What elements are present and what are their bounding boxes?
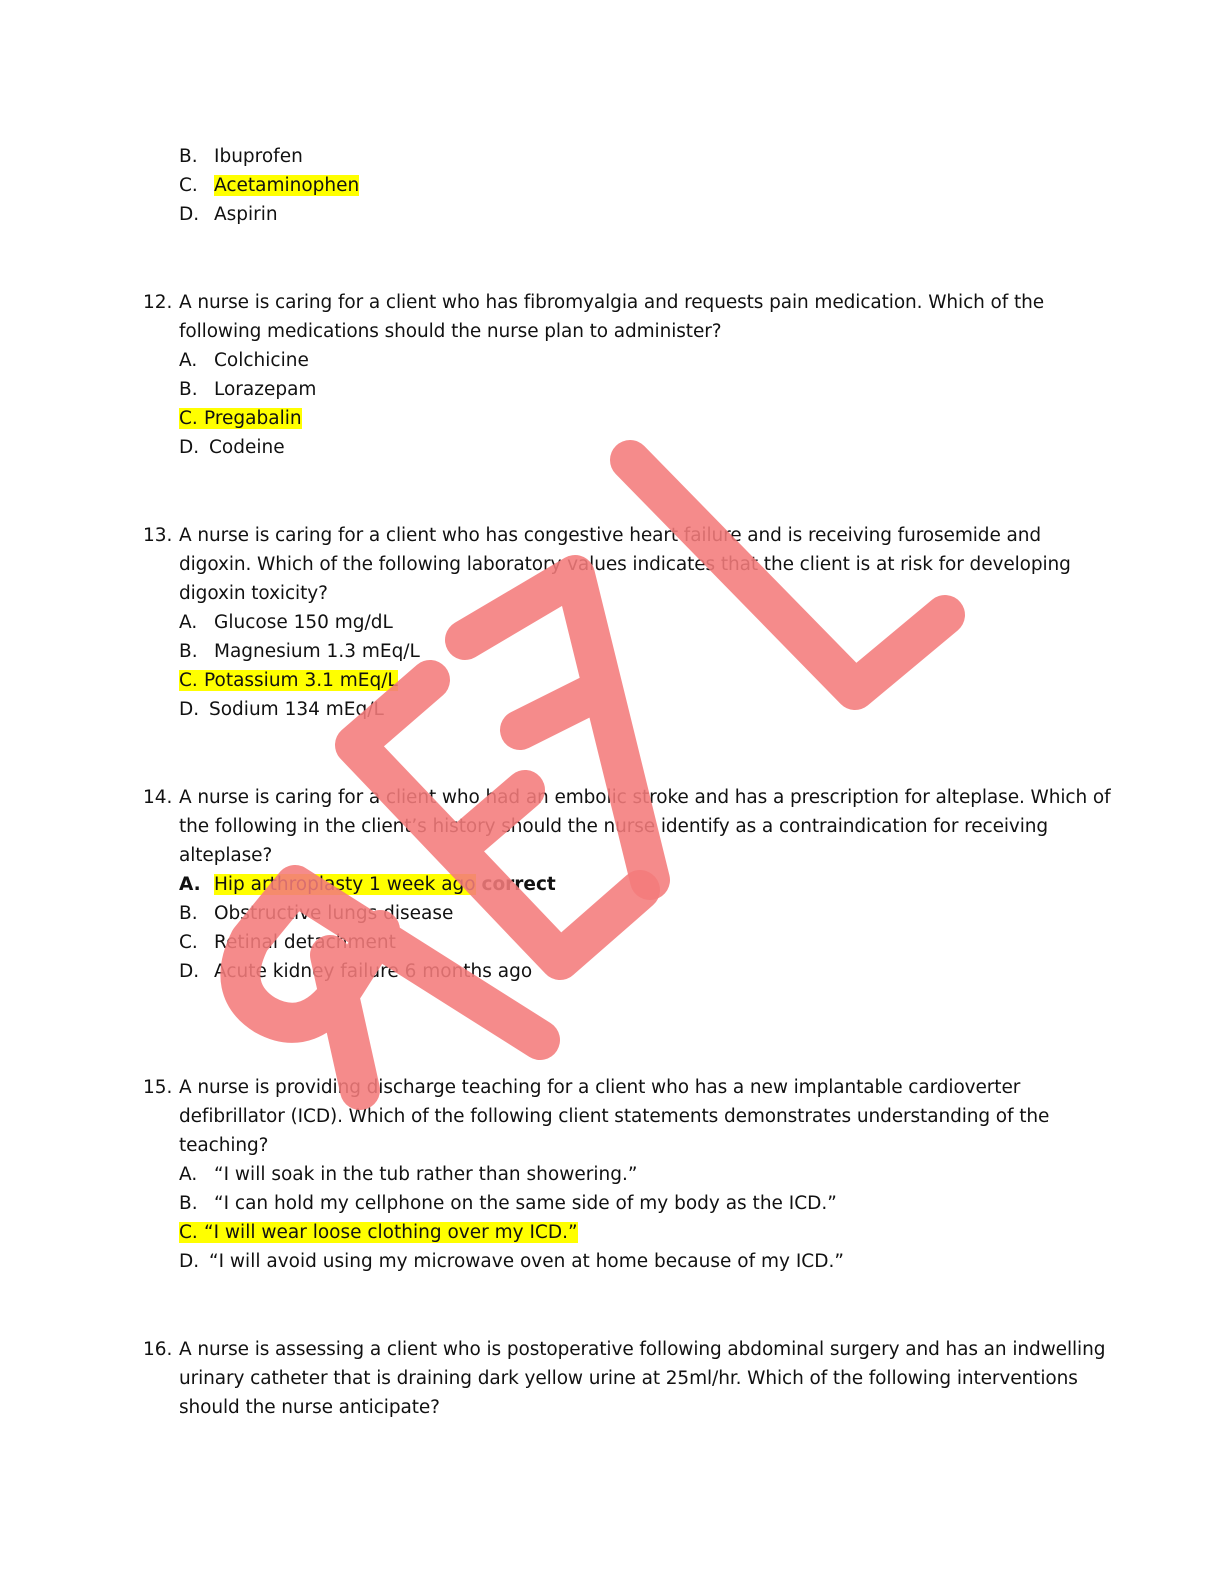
option-q14-b: B. Obstructive lungs disease [179, 903, 454, 924]
highlighted-answer: C. Pregabalin [179, 408, 302, 429]
question-13-line-1: A nurse is caring for a client who has congestive heart failure and is receiving furosemide and [179, 525, 1042, 546]
question-15-line-3: teaching? [179, 1135, 269, 1156]
question-14-line-3: alteplase? [179, 845, 273, 866]
option-q12-c [179, 407, 302, 431]
option-q12-a: A. Colchicine [179, 350, 309, 371]
option-q15-b: B. “I can hold my cellphone on the same side of my body as the ICD.” [179, 1193, 837, 1214]
question-number-15: 15. [143, 1077, 173, 1098]
option-q15-d: D. “I will avoid using my microwave oven at home because of my ICD.” [179, 1251, 844, 1272]
option-q13-d: D. Sodium 134 mEq/L [179, 699, 384, 720]
question-14-line-2: the following in the client’s history should the nurse identify as a contraindication for receiving [179, 816, 1049, 837]
question-number-16: 16. [143, 1339, 173, 1360]
option-q14-d: D. Acute kidney failure 6 months ago [179, 961, 533, 982]
question-15-line-2: defibrillator (ICD). Which of the following client statements demonstrates understanding of the [179, 1106, 1050, 1127]
option-q12-d: D. Codeine [179, 437, 285, 458]
question-number-14: 14. [143, 787, 173, 808]
question-16-line-2: urinary catheter that is draining dark yellow urine at 25ml/hr. Which of the following interventions [179, 1368, 1078, 1389]
option-q13-c [179, 669, 398, 693]
question-12-line-2: following medications should the nurse plan to administer? [179, 321, 722, 342]
question-number-12: 12. [143, 292, 173, 313]
option-q11-d: D. Aspirin [179, 204, 278, 225]
option-q11-b: B. Ibuprofen [179, 146, 303, 167]
question-14-line-1: A nurse is caring for a client who had an embolic stroke and has a prescription for alteplase. Which of [179, 787, 1111, 808]
option-q15-c [179, 1221, 578, 1245]
highlighted-answer: C. Potassium 3.1 mEq/L [179, 670, 398, 691]
option-q14-c: C. Retinal detachment [179, 932, 396, 953]
highlighted-answer: Acetaminophen [214, 175, 360, 196]
option-q11-c: C. Acetaminophen [179, 175, 360, 196]
question-13-line-3: digoxin toxicity? [179, 583, 328, 604]
question-16-line-1: A nurse is assessing a client who is postoperative following abdominal surgery and has an indwelling [179, 1339, 1106, 1360]
correct-marker: correct [481, 874, 556, 895]
option-q12-b: B. Lorazepam [179, 379, 317, 400]
option-q13-a: A. Glucose 150 mg/dL [179, 612, 393, 633]
question-15-line-1: A nurse is providing discharge teaching for a client who has a new implantable cardioverter [179, 1077, 1021, 1098]
highlighted-answer: C. “I will wear loose clothing over my ICD.” [179, 1222, 578, 1243]
question-12-line-1: A nurse is caring for a client who has fibromyalgia and requests pain medication. Which of the [179, 292, 1045, 313]
highlighted-answer: Hip arthroplasty 1 week ago [214, 874, 476, 895]
option-q14-a: A. Hip arthroplasty 1 week ago correct [179, 874, 556, 895]
option-q13-b: B. Magnesium 1.3 mEq/L [179, 641, 420, 662]
option-q15-a: A. “I will soak in the tub rather than showering.” [179, 1164, 638, 1185]
question-number-13: 13. [143, 525, 173, 546]
question-13-line-2: digoxin. Which of the following laboratory values indicates that the client is at risk for developing [179, 554, 1071, 575]
question-16-line-3: should the nurse anticipate? [179, 1397, 440, 1418]
